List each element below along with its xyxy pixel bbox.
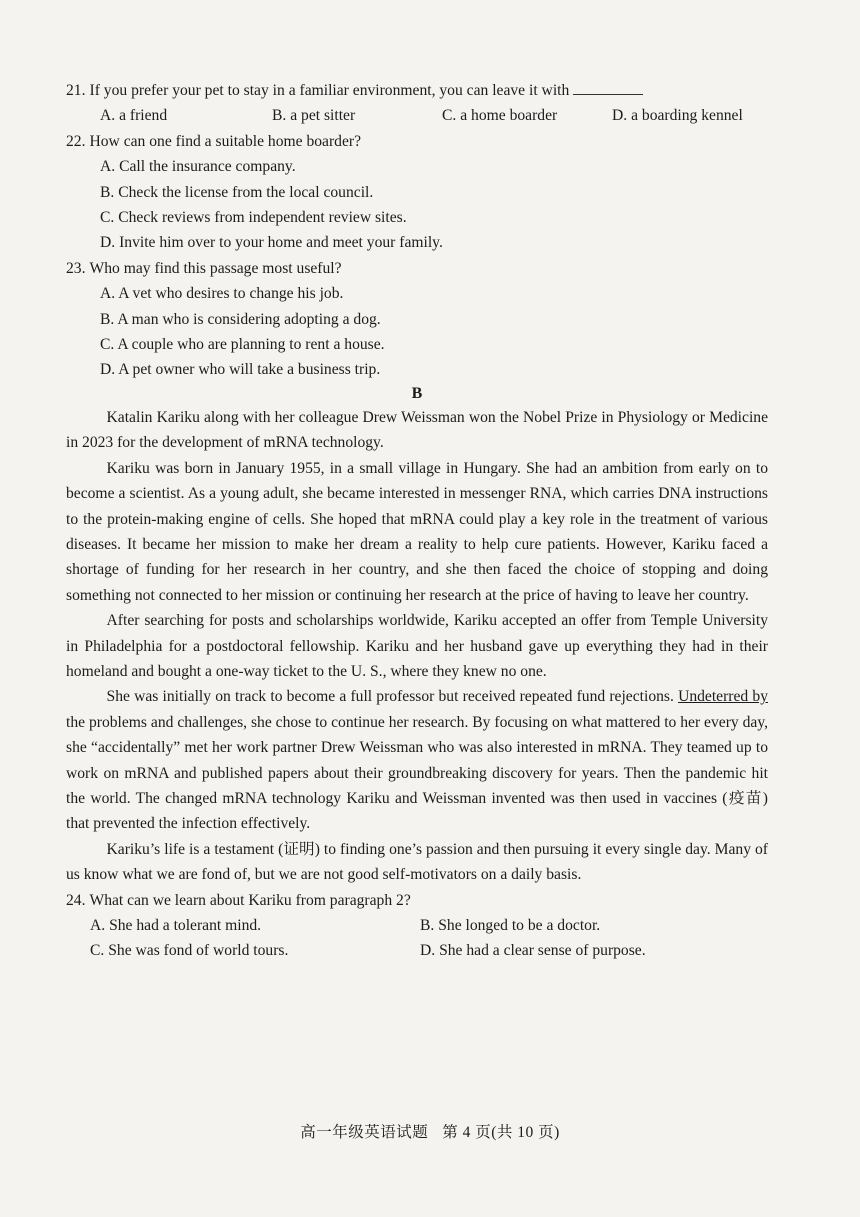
passage-paragraph-2: Kariku was born in January 1955, in a small village in Hungary. She had an ambition from early on to become a scientist. As a young adult, she became interested in messenger RNA, which carries DNA instructions to the protein-making engine of cells. She hoped that mRNA could play a key role in the treatment of various diseases. It became her mission to make her dream a reality to help cure patients. However, Kariku faced a shortage of funding for her research in her country, and she then faced the choice of stopping and doing something not connected to her mission or continuing her research at the price of having to leave her country. [66,459,768,604]
question-text: If you prefer your pet to stay in a familiar environment, you can leave it with [89,82,570,99]
question-number: 24. [66,891,86,909]
question-text: What can we learn about Kariku from paragraph 2? [89,891,411,909]
question-24-stem [66,888,768,913]
answer-blank [573,78,643,95]
passage-paragraph-5: Kariku’s life is a testament (证明) to finding one’s passion and then pursuing it every single day. Many of us know what we are fond of, but we are not good self-motivators on a daily basis. [66,840,768,884]
option-b: B. a pet sitter [272,107,356,125]
question-22-stem [66,129,768,154]
option-b: B. Check the license from the local council. [100,183,374,201]
passage-paragraph-4 [66,684,768,836]
page-number: 第 4 页(共 10 页) [442,1124,560,1141]
option-b: B. She longed to be a doctor. [420,917,601,934]
option-a: A. She had a tolerant mind. [90,917,262,934]
option-c: C. Check reviews from independent review sites. [100,209,407,227]
option-d: D. A pet owner who will take a business trip. [100,361,381,379]
question-number: 21. [66,82,86,99]
option-a: A. A vet who desires to change his job. [100,285,344,303]
question-23-stem [66,256,768,281]
underlined-phrase: Undeterred by [678,688,768,706]
question-21-options [66,103,768,128]
question-number: 23. [66,259,86,277]
question-23-options [66,281,768,383]
option-a: A. a friend [100,107,168,125]
paragraph-text: the problems and challenges, she chose to continue her research. By focusing on what mattered to her every day, she “accidentally” met her work partner Drew Weissman who was also interested in mRNA. They teamed up to work on mRNA and published papers about their groundbreaking discovery for years. Then the pandemic hit the world. The changed mRNA technology Kariku and Weissman invented was then used in vaccines (疫苗) that prevented the infection effectively. [66,713,768,833]
option-c: C. a home boarder [442,107,558,125]
option-d: D. a boarding kennel [612,107,743,125]
passage-paragraph-1: Katalin Kariku along with her colleague Drew Weissman won the Nobel Prize in Physiology or Medicine in 2023 for the development of mRNA technology. [66,408,768,452]
option-c: C. A couple who are planning to rent a house. [100,336,385,354]
option-d: D. Invite him over to your home and meet your family. [100,234,443,252]
question-text: How can one find a suitable home boarder? [89,132,361,150]
question-21-stem [66,78,768,103]
exam-title: 高一年级英语试题 [300,1124,429,1141]
option-d: D. She had a clear sense of purpose. [420,942,646,960]
paragraph-text: She was initially on track to become a full professor but received repeated fund rejections. [106,688,674,706]
question-text: Who may find this passage most useful? [89,259,342,277]
page-footer [0,1120,860,1145]
section-title: B [411,384,423,402]
question-22-options [66,154,768,256]
option-a: A. Call the insurance company. [100,158,296,176]
question-number: 22. [66,132,86,150]
option-c: C. She was fond of world tours. [90,942,289,960]
passage-paragraph-3: After searching for posts and scholarships worldwide, Kariku accepted an offer from Temple University in Philadelphia for a postdoctoral fellowship. Kariku and her husband gave up everything they had in their homeland and bought a one-way ticket to the U. S., where they knew no one. [66,612,768,680]
option-b: B. A man who is considering adopting a dog. [100,310,381,328]
question-24-options [66,913,768,964]
